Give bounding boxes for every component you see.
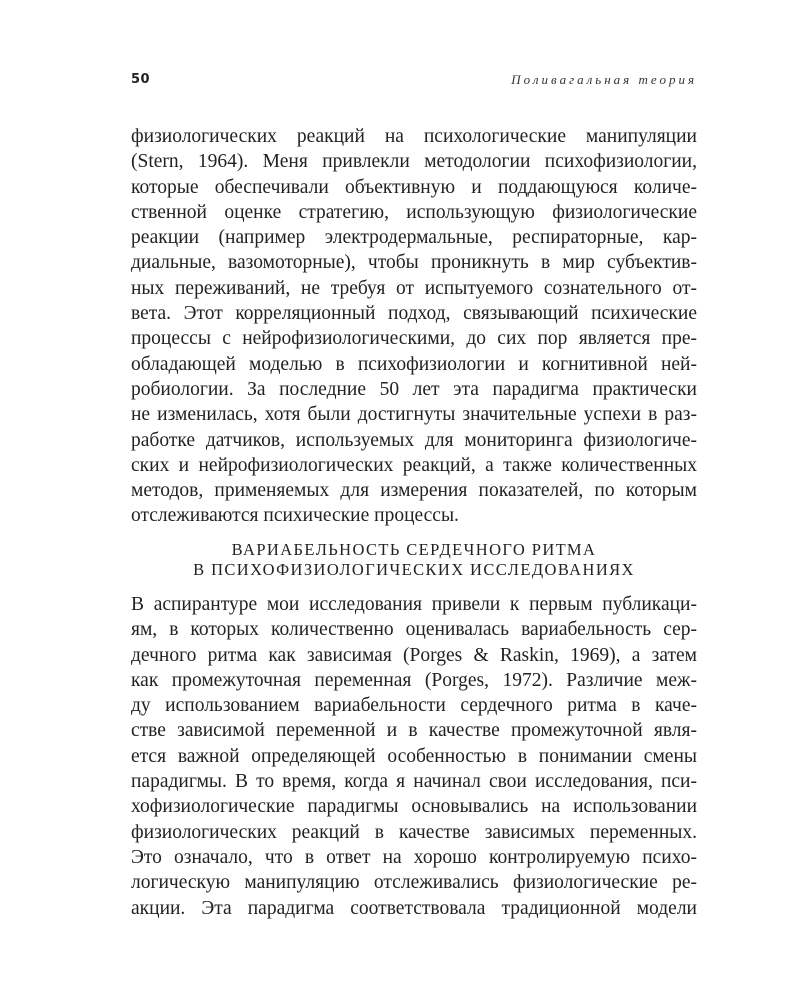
page-number: 50 xyxy=(131,72,151,87)
section-heading-line-2: В ПСИХОФИЗИОЛОГИЧЕСКИХ ИССЛЕДОВАНИЯХ xyxy=(193,560,635,579)
book-title: Поливагальная теория xyxy=(511,72,697,87)
text-line: обладающей моделью в психофизиологии и когнитивной ней- xyxy=(131,353,697,375)
section-heading xyxy=(131,540,697,580)
text-line: ям, в которых количественно оценивалась вариабельность сер- xyxy=(131,619,697,641)
paragraph-1 xyxy=(131,124,697,529)
text-line: отслеживаются психические процессы. xyxy=(131,505,459,527)
text-line: диальные, вазомоторные), чтобы проникнуть в мир субъектив- xyxy=(131,252,697,274)
text-line: дечного ритма как зависимая (Porges & Raskin, 1969), а затем xyxy=(131,644,697,666)
text-line: логическую манипуляцию отслеживались физиологические ре- xyxy=(131,872,697,894)
text-line: ется важной определяющей особенностью в понимании смены xyxy=(131,745,697,767)
text-line: вета. Этот корреляционный подход, связывающий психические xyxy=(131,303,697,325)
text-line: физиологических реакций на психологические манипуляции xyxy=(131,126,697,147)
text-line: реакции (например электродермальные, респираторные, кар- xyxy=(131,227,697,249)
section-heading-line-1: ВАРИАБЕЛЬНОСТЬ СЕРДЕЧНОГО РИТМА xyxy=(231,540,597,559)
text-line: которые обеспечивали объективную и поддающуюся количе- xyxy=(131,176,697,198)
text-line: ских и нейрофизиологических реакций, а также количественных xyxy=(131,454,697,476)
text-line: не изменилась, хотя были достигнуты значительные успехи в раз- xyxy=(131,404,697,426)
text-line: ду использованием вариабельности сердечного ритма в каче- xyxy=(131,695,697,717)
text-line: методов, применяемых для измерения показателей, по которым xyxy=(131,480,697,502)
text-line: как промежуточная переменная (Porges, 1972). Различие меж- xyxy=(131,669,697,691)
text-line: физиологических реакций в качестве зависимых переменных. xyxy=(131,821,697,843)
text-line: процессы с нейрофизиологическими, до сих пор является пре- xyxy=(131,328,697,350)
text-line: робиологии. За последние 50 лет эта парадигма практически xyxy=(131,378,697,400)
running-header xyxy=(131,72,697,94)
text-line: парадигмы. В то время, когда я начинал свои исследования, пси- xyxy=(131,771,697,793)
text-line: ственной оценке стратегию, использующую физиологические xyxy=(131,201,697,223)
text-line: стве зависимой переменной и в качестве промежуточной явля- xyxy=(131,720,697,742)
text-line: работке датчиков, используемых для мониторинга физиологиче- xyxy=(131,429,697,451)
text-line: В аспирантуре мои исследования привели к первым публикаци- xyxy=(131,594,697,615)
text-line: ных переживаний, не требуя от испытуемого сознательного от- xyxy=(131,277,697,299)
text-line: хофизиологические парадигмы основывались на использовании xyxy=(131,796,697,818)
text-line: акции. Эта парадигма соответствовала традиционной модели xyxy=(131,897,697,919)
text-line: (Stern, 1964). Меня привлекли методологии психофизиологии, xyxy=(131,151,697,173)
text-line: Это означало, что в ответ на хорошо контролируемую психо- xyxy=(131,846,697,868)
paragraph-2 xyxy=(131,592,697,921)
